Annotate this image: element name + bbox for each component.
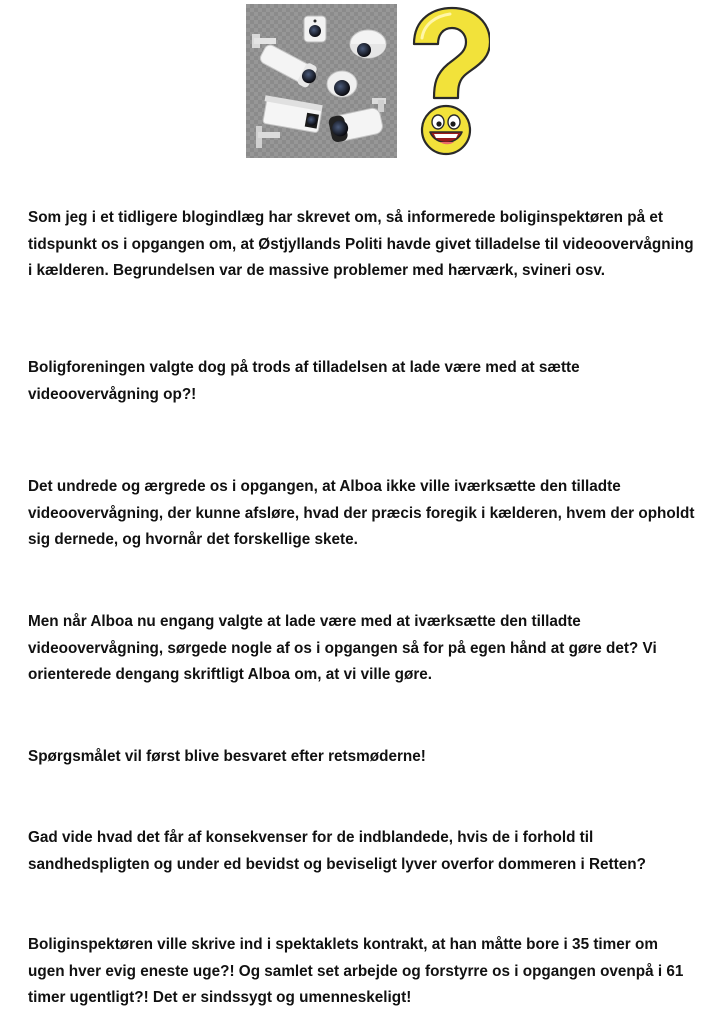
paragraph-line: tidspunkt os i opgangen om, at Østjyllands Politi havde givet tilladelse til videoovervågning [28, 235, 694, 253]
paragraph-line: videoovervågning op?! [28, 385, 197, 403]
paragraph-line: i kælderen. Begrundelsen var de massive problemer med hærværk, svineri osv. [28, 262, 605, 279]
paragraph-7 [28, 932, 704, 1012]
security-cameras-illustration [246, 4, 397, 158]
paragraph-line: Som jeg i et tidligere blogindlæg har skrevet om, så informerede boliginspektøren på et [28, 209, 663, 226]
paragraph-line: Men når Alboa nu engang valgte at lade være med at iværksætte den tilladte [28, 613, 581, 630]
paragraph-line: Gad vide hvad det får af konsekvenser for de indblandede, hvis de i forhold til [28, 829, 594, 846]
paragraph-6 [28, 825, 704, 878]
cube-camera-icon [304, 16, 326, 42]
paragraph-3 [28, 474, 704, 554]
paragraph-line: Det undrede og ærgrede os i opgangen, at Alboa ikke ville iværksætte den tilladte [28, 478, 621, 495]
header-image [246, 4, 490, 158]
paragraph-line: Spørgsmålet vil først blive besvaret efter retsmøderne! [28, 748, 426, 765]
question-mark-smiley-illustration [406, 4, 490, 158]
paragraph-1 [28, 205, 704, 285]
paragraph-2 [28, 355, 704, 408]
question-mark-icon [406, 4, 490, 158]
paragraph-line: orienterede dengang skriftligt Alboa om, at vi ville gøre. [28, 666, 433, 683]
paragraph-line: sig dernede, og hvornår det forskellige skete. [28, 531, 358, 548]
paragraph-line: videoovervågning, der kunne afsløre, hvad der præcis foregik i kælderen, hvem der opholdt [28, 504, 695, 522]
paragraph-line: Boligforeningen valgte dog på trods af tilladelsen at lade være med at sætte [28, 359, 580, 376]
mini-dome-camera-icon [327, 71, 357, 97]
paragraph-line: Boliginspektøren ville skrive ind i spektaklets kontrakt, at han måtte bore i 35 timer om [28, 936, 658, 953]
paragraph-line: timer ugentligt?! Det er sindssygt og umenneskeligt! [28, 989, 412, 1006]
security-cameras-icon [246, 4, 397, 158]
paragraph-4 [28, 609, 704, 689]
paragraph-line: ugen hver evig eneste uge?! Og samlet set arbejde og forstyrre os i opgangen ovenpå i 61 [28, 962, 684, 980]
dome-camera-icon [350, 30, 386, 58]
smiley-face-icon [422, 106, 470, 154]
paragraph-5 [28, 744, 704, 771]
paragraph-line: sandhedspligten og under ed bevidst og beviseligt lyver overfor dommeren i Retten? [28, 855, 646, 873]
paragraph-line: videoovervågning, sørgede nogle af os i opgangen så for på egen hånd at gøre det? Vi [28, 639, 657, 657]
